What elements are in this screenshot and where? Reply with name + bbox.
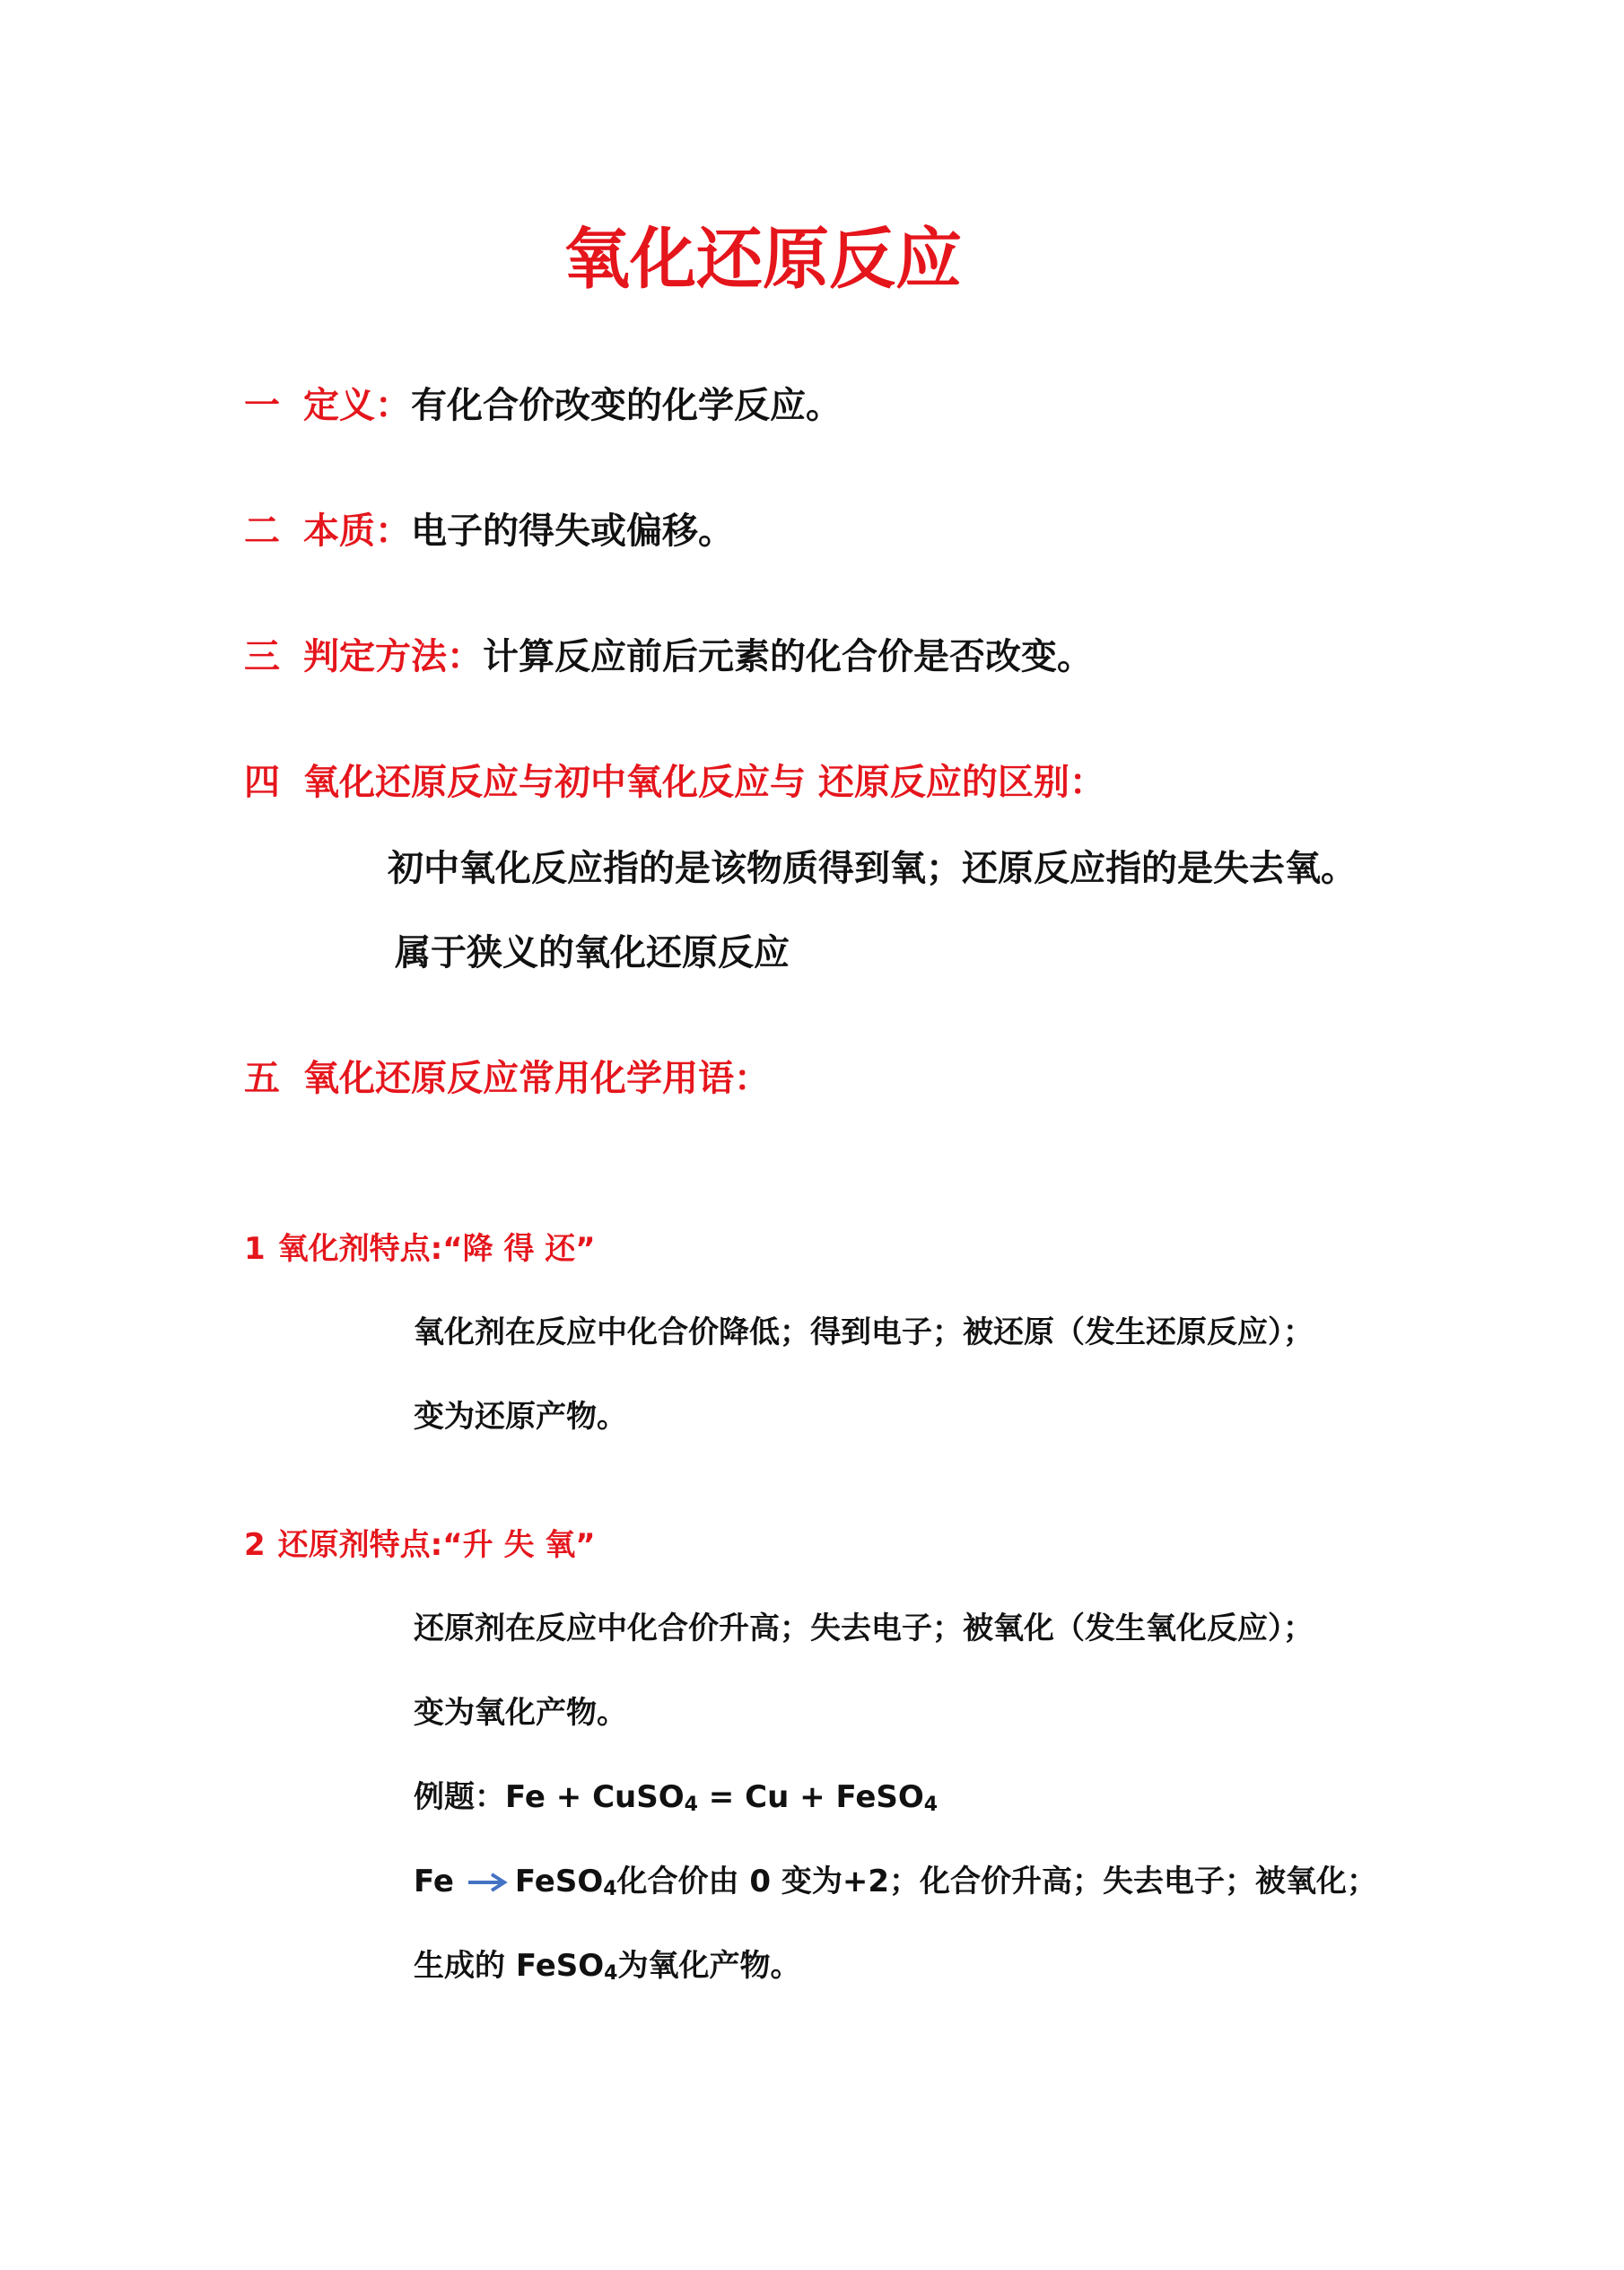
section-definition <box>244 385 842 426</box>
equals-sign: = <box>697 1779 746 1815</box>
right-arrow-icon <box>467 1868 508 1899</box>
example-explanation <box>414 1866 1377 1899</box>
section-label: 氧化还原反应与初中氧化反应与 还原反应的区别： <box>303 762 1105 803</box>
compound-feso4: FeSO <box>514 1864 604 1899</box>
subscript-4: 4 <box>603 1878 617 1900</box>
reducer-line-2: 变为氧化产物。 <box>414 1695 627 1731</box>
section-text: 有化合价改变的化学反应。 <box>411 385 842 426</box>
section-terms <box>244 1058 770 1099</box>
subsection-number: 2 <box>244 1527 266 1563</box>
compound-feso4: FeSO <box>515 1948 605 1984</box>
page-title: 氧化还原反应 <box>563 221 962 298</box>
section-difference-line-2: 属于狭义的氧化还原反应 <box>395 932 790 973</box>
example-prefix: 例题： <box>414 1779 505 1815</box>
subsection-label: 氧化剂特点:“降 得 还” <box>277 1231 596 1267</box>
subscript-4: 4 <box>923 1794 939 1816</box>
subsection-oxidizer <box>244 1231 596 1267</box>
subscript-4: 4 <box>604 1962 618 1985</box>
oxidizer-line-1: 氧化剂在反应中化合价降低；得到电子；被还原（发生还原反应）； <box>414 1314 1314 1350</box>
section-difference <box>244 762 1105 803</box>
section-method <box>244 636 1093 677</box>
subsection-label: 还原剂特点:“升 失 氧” <box>277 1527 596 1563</box>
plus-sign: + <box>545 1779 593 1815</box>
subscript-4: 4 <box>684 1794 698 1816</box>
conclusion-text: 为氧化产物。 <box>617 1948 801 1984</box>
example-equation <box>414 1779 939 1816</box>
section-number: 四 <box>244 762 280 803</box>
subsection-number: 1 <box>244 1231 266 1267</box>
example-conclusion <box>414 1948 801 1985</box>
section-label: 判定方法： <box>303 636 483 677</box>
reactant-cuso4: CuSO <box>592 1779 685 1815</box>
section-essence <box>244 511 734 552</box>
section-label: 氧化还原反应常用化学用语： <box>303 1058 770 1099</box>
subsection-reducer <box>244 1527 596 1563</box>
section-number: 二 <box>244 511 280 552</box>
reactant-fe: Fe <box>505 1779 546 1815</box>
element-fe: Fe <box>414 1864 454 1899</box>
plus-sign: + <box>789 1779 836 1815</box>
section-number: 一 <box>244 385 280 426</box>
explanation-text: 化合价由 0 变为+2；化合价升高；失去电子；被氧化； <box>616 1864 1378 1899</box>
section-label: 定义： <box>303 385 411 426</box>
conclusion-prefix: 生成的 <box>414 1948 516 1984</box>
oxidizer-line-2: 变为还原产物。 <box>414 1399 627 1435</box>
section-number: 五 <box>244 1058 280 1099</box>
product-cu: Cu <box>745 1779 790 1815</box>
reducer-line-1: 还原剂在反应中化合价升高；失去电子；被氧化（发生氧化反应）； <box>414 1611 1314 1646</box>
product-feso4: FeSO <box>835 1779 924 1815</box>
section-difference-line-1: 初中氧化反应指的是该物质得到氧；还原反应指的是失去氧。 <box>388 848 1357 889</box>
section-label: 本质： <box>303 511 411 552</box>
section-text: 电子的得失或偏移。 <box>411 511 734 552</box>
section-number: 三 <box>244 636 280 677</box>
section-text: 计算反应前后元素的化合价是否改变。 <box>483 636 1093 677</box>
